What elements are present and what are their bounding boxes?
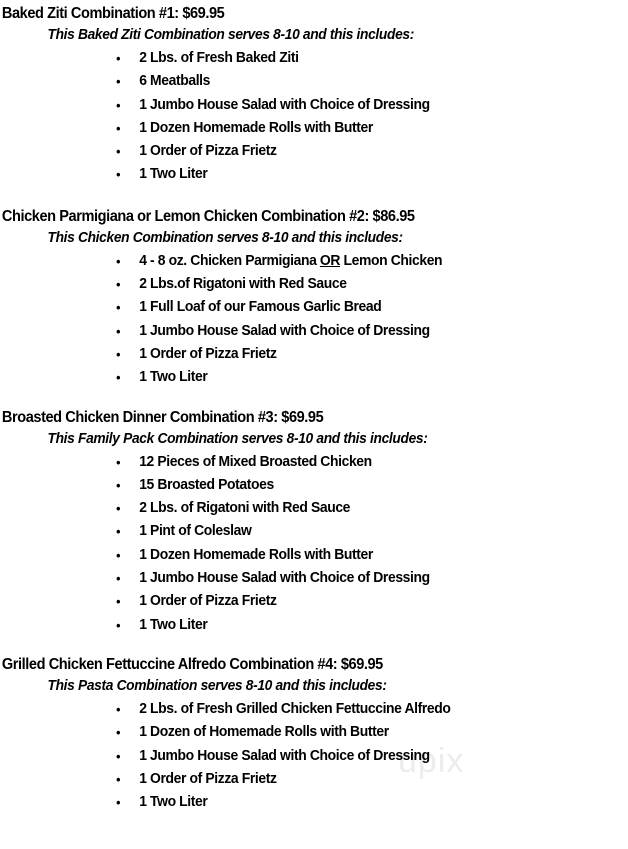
list-item-text: 1 Order of Pizza Frietz bbox=[139, 770, 277, 787]
list-item bbox=[0, 366, 603, 389]
list-item-text: 2 Lbs. of Fresh Baked Ziti bbox=[139, 50, 299, 66]
list-item bbox=[0, 474, 603, 497]
list-item-text: 1 Two Liter bbox=[139, 369, 208, 386]
list-item bbox=[0, 745, 603, 768]
list-item-text: 1 Jumbo House Salad with Choice of Dressing bbox=[139, 322, 430, 339]
list-item-text: 12 Pieces of Mixed Broasted Chicken bbox=[139, 453, 372, 470]
watermark: upix bbox=[398, 742, 465, 780]
list-item bbox=[0, 614, 603, 637]
list-item bbox=[0, 47, 603, 70]
list-item-text bbox=[139, 253, 442, 269]
list-item-text: 6 Meatballs bbox=[139, 73, 211, 90]
list-item-text-before: 4 - 8 oz. Chicken Parmigiana bbox=[139, 252, 320, 269]
list-item bbox=[0, 544, 603, 567]
list-item-text: 2 Lbs. of Fresh Grilled Chicken Fettuccine Alfredo bbox=[139, 700, 451, 717]
list-item bbox=[0, 791, 603, 814]
list-item-text: 1 Dozen Homemade Rolls with Butter bbox=[139, 119, 373, 136]
list-item-text: 1 Two Liter bbox=[139, 794, 208, 811]
list-item bbox=[0, 567, 603, 590]
list-item bbox=[0, 768, 603, 791]
list-item bbox=[0, 320, 603, 343]
combo-heading: Chicken Parmigiana or Lemon Chicken Combination #2: $86.95 bbox=[1, 207, 415, 225]
combo-section-1 bbox=[0, 4, 628, 187]
list-item-text: 2 Lbs. of Rigatoni with Red Sauce bbox=[139, 500, 351, 517]
list-item bbox=[0, 296, 603, 319]
list-item-text: 1 Jumbo House Salad with Choice of Dressing bbox=[139, 570, 430, 587]
combo-section-3 bbox=[0, 408, 628, 637]
list-item-text: 1 Full Loaf of our Famous Garlic Bread bbox=[139, 299, 382, 316]
combo-subtitle: This Baked Ziti Combination serves 8-10 and this includes: bbox=[47, 27, 415, 43]
list-item-text: 1 Two Liter bbox=[139, 616, 208, 633]
section-spacer bbox=[0, 187, 628, 207]
list-item-text: 1 Dozen of Homemade Rolls with Butter bbox=[139, 724, 389, 741]
combo-subtitle: This Pasta Combination serves 8-10 and this includes: bbox=[47, 677, 387, 694]
list-item-text: 1 Dozen Homemade Rolls with Butter bbox=[139, 546, 373, 563]
list-item bbox=[0, 698, 603, 721]
list-item bbox=[0, 451, 603, 474]
list-item bbox=[0, 140, 603, 163]
list-item-text: 2 Lbs.of Rigatoni with Red Sauce bbox=[139, 276, 347, 293]
list-item-text: 1 Order of Pizza Frietz bbox=[139, 593, 277, 610]
list-item-text: 15 Broasted Potatoes bbox=[139, 476, 274, 493]
list-item bbox=[0, 590, 603, 613]
section-spacer bbox=[0, 390, 628, 408]
combo-subtitle: This Family Pack Combination serves 8-10 and this includes: bbox=[47, 430, 428, 447]
list-item bbox=[0, 497, 603, 520]
list-item bbox=[0, 721, 603, 744]
list-item-text: 1 Jumbo House Salad with Choice of Dressing bbox=[139, 96, 430, 113]
combo-heading: Grilled Chicken Fettuccine Alfredo Combination #4: $69.95 bbox=[1, 655, 383, 673]
list-item-text: 1 Two Liter bbox=[139, 166, 208, 183]
list-item-text: 1 Pint of Coleslaw bbox=[139, 523, 252, 540]
list-item bbox=[0, 117, 603, 140]
combo-item-list bbox=[0, 696, 628, 814]
combo-section-4 bbox=[0, 655, 628, 814]
list-item bbox=[0, 70, 603, 93]
list-item-text: 1 Jumbo House Salad with Choice of Dressing bbox=[139, 747, 430, 764]
combo-section-2 bbox=[0, 207, 628, 390]
list-item-text: 1 Order of Pizza Frietz bbox=[139, 345, 277, 362]
combo-heading: Baked Ziti Combination #1: $69.95 bbox=[1, 5, 225, 22]
list-item bbox=[0, 520, 603, 543]
list-item bbox=[0, 273, 603, 296]
list-item-text-emphasis: OR bbox=[319, 252, 341, 269]
combo-item-list bbox=[0, 248, 628, 390]
list-item bbox=[0, 94, 603, 117]
section-spacer bbox=[0, 637, 628, 655]
combo-item-list bbox=[0, 45, 628, 187]
list-item-text: 1 Order of Pizza Frietz bbox=[139, 143, 277, 160]
list-item-text-after: Lemon Chicken bbox=[340, 252, 443, 269]
list-item bbox=[0, 163, 603, 186]
list-item bbox=[0, 250, 603, 273]
combo-subtitle: This Chicken Combination serves 8-10 and this includes: bbox=[47, 229, 403, 246]
combo-item-list bbox=[0, 449, 628, 637]
list-item bbox=[0, 343, 603, 366]
combo-heading: Broasted Chicken Dinner Combination #3: $69.95 bbox=[1, 408, 324, 426]
